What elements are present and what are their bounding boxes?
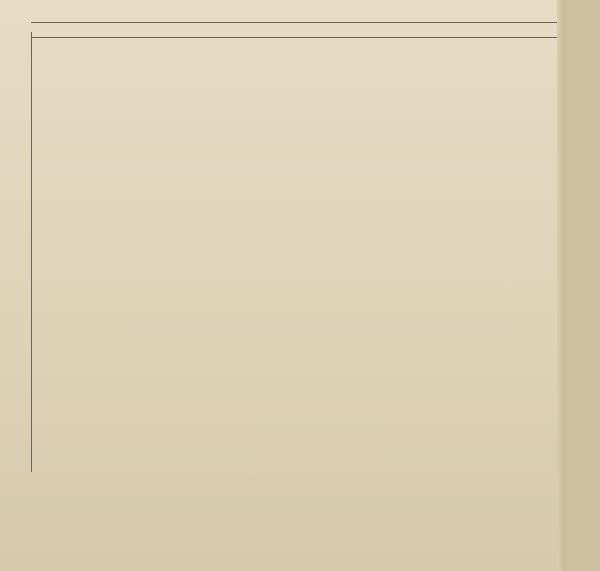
fabric-note [31,5,557,19]
size-header-row [31,22,557,38]
left-margin-fragments [0,0,22,571]
pattern-number [566,225,600,305]
envelope-fold [557,0,566,571]
table-left-rule [31,32,32,472]
